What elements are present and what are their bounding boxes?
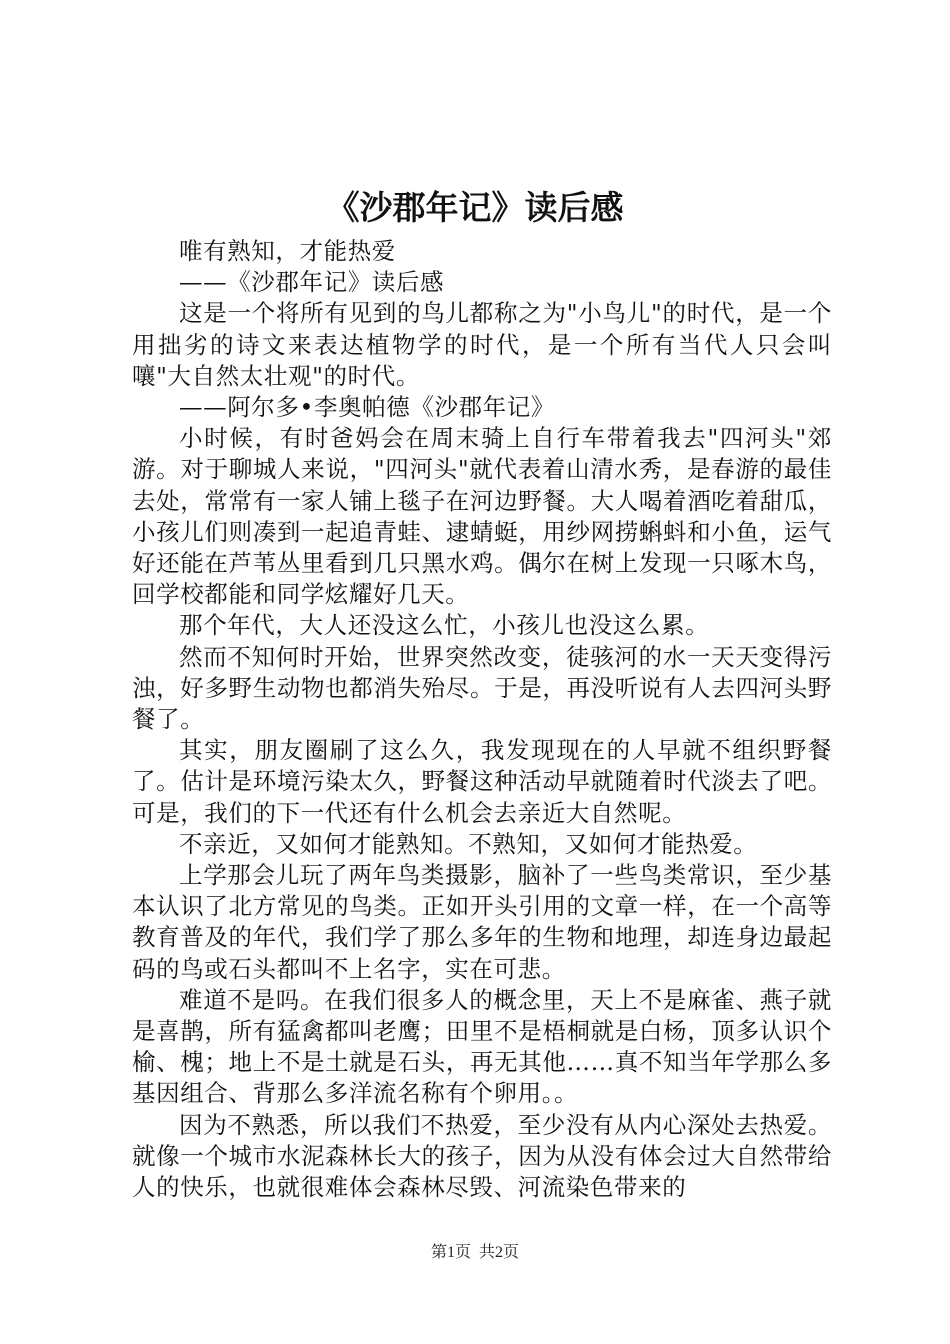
page-footer — [0, 1243, 950, 1263]
paragraph: 不亲近，又如何才能熟知。不熟知，又如何才能热爱。 — [179, 829, 758, 858]
paragraph-quote-attribution: ——阿尔多•李奥帕德《沙郡年记》 — [179, 393, 555, 422]
paragraph: 上学那会儿玩了两年鸟类摄影，脑补了一些鸟类常识，至少基本认识了北方常见的鸟类。正如开头引用的文章一样，在一个高等教育普及的年代，我们学了那么多年的生物和地理，却连身边最起码的鸟或石头都叫不上名字，实在可悲。 — [132, 861, 832, 983]
paragraph: 小时候，有时爸妈会在周末骑上自行车带着我去"四河头"郊游。对于聊城人来说，"四河头"就代表着山清水秀，是春游的最佳去处，常常有一家人铺上毯子在河边野餐。大人喝着酒吃着甜瓜，小孩儿们则凑到一起追青蛙、逮蜻蜓，用纱网捞蝌蚪和小鱼，运气好还能在芦苇丛里看到几只黑水鸡。偶尔在树上发现一只啄木鸟，回学校都能和同学炫耀好几天。 — [132, 424, 832, 609]
paragraph-subheading: ——《沙郡年记》读后感 — [179, 268, 445, 297]
paragraph: 然而不知何时开始，世界突然改变，徒骇河的水一天天变得污浊，好多野生动物也都消失殆尽。于是，再没听说有人去四河头野餐了。 — [132, 642, 832, 734]
document-title: 《沙郡年记》读后感 — [326, 188, 624, 227]
paragraph: 难道不是吗。在我们很多人的概念里，天上不是麻雀、燕子就是喜鹊，所有猛禽都叫老鹰；田里不是梧桐就是白杨，顶多认识个榆、槐；地上不是土就是石头，再无其他……真不知当年学那么多基因组合、背那么多洋流名称有个卵用。。 — [132, 985, 832, 1108]
page-number: 第1页 — [430, 1244, 471, 1261]
paragraph: 那个年代，大人还没这么忙，小孩儿也没这么累。 — [179, 611, 710, 640]
paragraph: 因为不熟悉，所以我们不热爱，至少没有从内心深处去热爱。就像一个城市水泥森林长大的孩子，因为从没有体会过大自然带给人的快乐，也就很难体会森林尽毁、河流染色带来的 — [132, 1110, 832, 1202]
paragraph-heading: 唯有熟知，才能热爱 — [179, 237, 396, 265]
document-body — [132, 236, 832, 1203]
paragraph-quote: 这是一个将所有见到的鸟儿都称之为"小鸟儿"的时代，是一个用拙劣的诗文来表达植物学的时代，是一个所有当代人只会叫嚷"大自然太壮观"的时代。 — [132, 299, 832, 390]
paragraph: 其实，朋友圈刷了这么久，我发现现在的人早就不组织野餐了。估计是环境污染太久，野餐这种活动早就随着时代淡去了吧。可是，我们的下一代还有什么机会去亲近大自然呢。 — [132, 736, 832, 827]
page-total: 共2页 — [479, 1244, 520, 1261]
